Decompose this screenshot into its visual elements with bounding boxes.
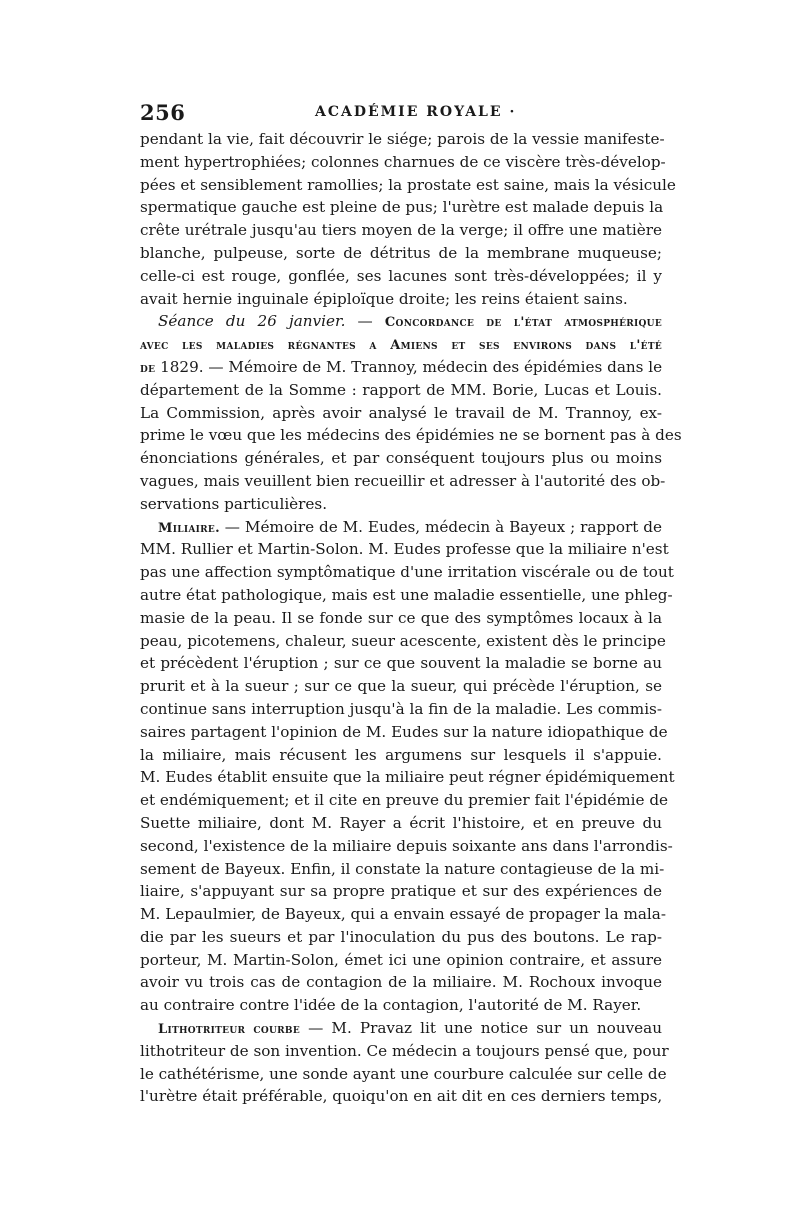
text-line: [140, 516, 662, 539]
text-line: [140, 219, 662, 242]
line-text: —: [345, 312, 385, 331]
text-line: [140, 128, 665, 151]
line-text: peau, picotemens, chaleur, sueur acescente, existent dès le principe: [140, 631, 666, 650]
page-number: 256: [140, 100, 186, 125]
text-line: [140, 971, 662, 994]
page-header: [140, 100, 660, 124]
text-line: [140, 994, 662, 1017]
line-text: avoir vu trois cas de contagion de la miliaire. M. Rochoux invoque: [140, 973, 662, 992]
text-line: [140, 926, 662, 949]
text-line: [140, 265, 662, 288]
line-text: porteur, M. Martin-Solon, émet ici une opinion contraire, et assure: [140, 950, 662, 969]
text-line: [140, 310, 662, 333]
text-line: [140, 721, 668, 744]
line-text: l'urètre était préférable, quoiqu'on en ait dit en ces derniers temps,: [140, 1087, 663, 1106]
text-line: [140, 880, 662, 903]
line-text: La Commission, après avoir analysé le travail de M. Trannoy, ex-: [140, 403, 662, 422]
section-heading: de: [140, 360, 156, 376]
line-text: celle-ci est rouge, gonflée, ses lacunes sont très-développées; il y: [140, 266, 662, 285]
line-text: saires partagent l'opinion de M. Eudes sur la nature idiopathique de: [140, 722, 668, 741]
line-text: masie de la peau. Il se fonde sur ce que des symptômes locaux à la: [140, 608, 662, 627]
line-text: servations particulières.: [140, 494, 328, 513]
section-heading: Miliaire.: [158, 520, 220, 536]
line-text: Suette miliaire, dont M. Rayer a écrit l'histoire, et en preuve du: [140, 813, 662, 832]
text-line: [140, 630, 666, 653]
line-text: prime le vœu que les médecins des épidémies ne se bornent pas à des: [140, 426, 682, 445]
line-text: lithotriteur de son invention. Ce médecin a toujours pensé que, pour: [140, 1041, 669, 1060]
text-line: [140, 333, 662, 356]
line-text: énonciations générales, et par conséquent toujours plus ou moins: [140, 449, 662, 468]
line-text: MM. Rullier et Martin-Solon. M. Eudes professe que la miliaire n'est: [140, 540, 669, 559]
text-line: [140, 538, 669, 561]
text-line: [140, 356, 662, 379]
text-line: [140, 561, 674, 584]
section-heading: avec les maladies régnantes a Amiens et ses environs dans l'été: [140, 338, 662, 354]
line-text: département de la Somme : rapport de MM. Borie, Lucas et Louis.: [140, 380, 662, 399]
text-line: [140, 288, 662, 311]
text-line: [140, 196, 662, 219]
line-text: et précèdent l'éruption ; sur ce que souvent la maladie se borne au: [140, 654, 662, 673]
line-text: le cathétérisme, une sonde ayant une courbure calculée sur celle de: [140, 1064, 667, 1083]
text-line: [140, 151, 666, 174]
text-line: [140, 174, 676, 197]
line-text: autre état pathologique, mais est une maladie essentielle, une phleg-: [140, 585, 673, 604]
line-text: ment hypertrophiées; colonnes charnues de ce viscère très-dévelop-: [140, 152, 666, 171]
text-line: [140, 424, 682, 447]
text-line: [140, 789, 669, 812]
line-text: M. Eudes établit ensuite que la miliaire peut régner épidémiquement: [140, 768, 675, 787]
body-text: [140, 128, 682, 1108]
line-text: second, l'existence de la miliaire depuis soixante ans dans l'arrondis-: [140, 836, 673, 855]
text-line: [140, 493, 662, 516]
line-text: avait hernie inguinale épiploïque droite; les reins étaient sains.: [140, 289, 628, 308]
line-text: la miliaire, mais récusent les argumens sur lesquels il s'appuie.: [140, 745, 662, 764]
text-line: [140, 698, 662, 721]
text-line: [140, 607, 662, 630]
line-text: blanche, pulpeuse, sorte de détritus de la membrane muqueuse;: [140, 243, 662, 262]
text-line: [140, 652, 662, 675]
section-heading: Concordance de l'état atmosphérique: [384, 315, 662, 331]
line-text: sement de Bayeux. Enfin, il constate la nature contagieuse de la mi-: [140, 859, 665, 878]
line-text: M. Lepaulmier, de Bayeux, qui a envain essayé de propager la mala-: [140, 905, 666, 924]
text-line: [140, 402, 662, 425]
text-line: [140, 379, 662, 402]
line-text: — M. Pravaz lit une notice sur un nouveau: [299, 1019, 662, 1038]
line-text: crête urétrale jusqu'au tiers moyen de la verge; il offre une matière: [140, 221, 662, 240]
line-text: spermatique gauche est pleine de pus; l'urètre est malade depuis la: [140, 198, 664, 217]
text-line: [140, 858, 665, 881]
line-text: die par les sueurs et par l'inoculation du pus des boutons. Le rap-: [140, 927, 662, 946]
text-line: [140, 242, 662, 265]
line-text: vagues, mais veuillent bien recueillir et adresser à l'autorité des ob-: [140, 471, 666, 490]
text-line: [140, 584, 673, 607]
text-line: [140, 470, 666, 493]
text-line: [140, 835, 673, 858]
line-text: pées et sensiblement ramollies; la prostate est saine, mais la vésicule: [140, 175, 676, 194]
text-line: [140, 812, 662, 835]
text-line: [140, 1017, 662, 1040]
line-text: au contraire contre l'idée de la contagion, l'autorité de M. Rayer.: [140, 996, 642, 1015]
text-line: [140, 744, 662, 767]
text-line: [140, 949, 662, 972]
text-line: [140, 1085, 662, 1108]
line-text: — Mémoire de M. Eudes, médecin à Bayeux ; rapport de: [219, 517, 662, 536]
text-line: [140, 1063, 667, 1086]
section-heading: Lithotriteur courbe: [158, 1022, 300, 1038]
line-text: pas une affection symptômatique d'une irritation viscérale ou de tout: [140, 563, 674, 582]
line-text: 1829. — Mémoire de M. Trannoy, médecin des épidémies dans le: [155, 357, 663, 376]
line-text: liaire, s'appuyant sur sa propre pratique et sur des expériences de: [140, 882, 662, 901]
line-text: continue sans interruption jusqu'à la fin de la maladie. Les commis-: [140, 699, 662, 718]
line-text: pendant la vie, fait découvrir le siége; parois de la vessie manifeste-: [140, 130, 665, 148]
running-title: ACADÉMIE ROYALE ·: [315, 104, 517, 120]
line-text: prurit et à la sueur ; sur ce que la sueur, qui précède l'éruption, se: [140, 677, 662, 696]
text-line: [140, 675, 662, 698]
line-text: et endémiquement; et il cite en preuve du premier fait l'épidémie de: [140, 791, 669, 810]
text-line: [140, 766, 675, 789]
text-line: [140, 1040, 669, 1063]
text-line: [140, 903, 666, 926]
text-line: [140, 447, 662, 470]
session-date: Séance du 26 janvier.: [158, 312, 346, 331]
